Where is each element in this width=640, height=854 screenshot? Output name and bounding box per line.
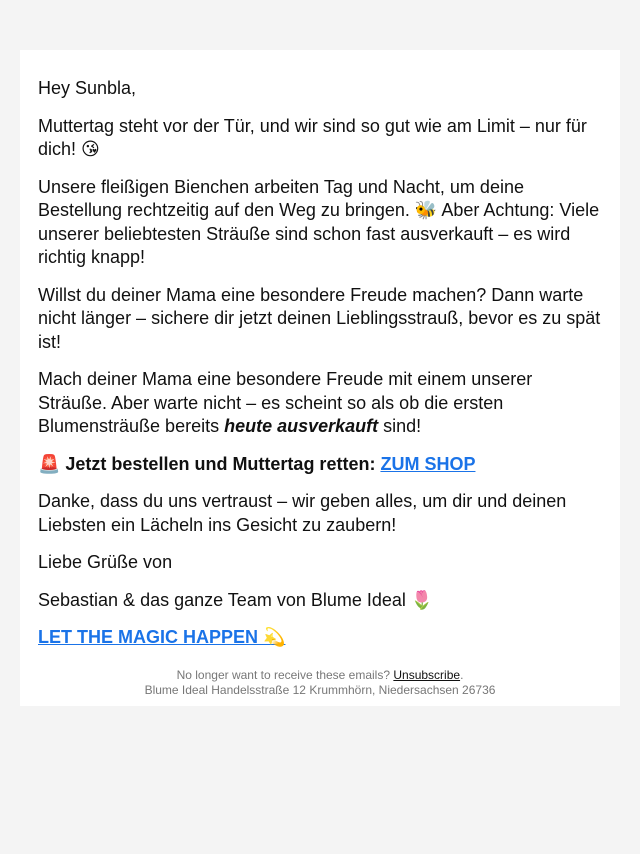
cta-line (38, 453, 602, 477)
paragraph-dont-wait: Willst du deiner Mama eine besondere Freude machen? Dann warte nicht länger – sichere dir jetzt deinen Lieblingsstrauß, bevor es zu spät ist! (38, 284, 601, 352)
sold-out-text-pre: Mach deiner Mama eine besondere Freude mit einem unserer Sträuße. Aber warte nicht – es scheint so als ob die ersten Blumensträuße bereits (38, 369, 533, 436)
email-footer (38, 668, 602, 698)
company-address: Blume Ideal Handelsstraße 12 Krummhörn, Niedersachsen 26736 (144, 682, 496, 697)
email-card (20, 50, 620, 706)
signature: Sebastian & das ganze Team von Blume Ideal 🌷 (38, 589, 434, 610)
unsubscribe-suffix: . (460, 667, 464, 682)
shop-link[interactable]: ZUM SHOP (380, 453, 476, 474)
unsubscribe-link[interactable]: Unsubscribe (393, 667, 461, 682)
paragraph-bees: Unsere fleißigen Bienchen arbeiten Tag und Nacht, um deine Bestellung rechtzeitig auf den Weg zu bringen. 🐝 Aber Achtung: Viele unserer beliebtesten Sträuße sind schon fast ausverkauft – es wird richtig knapp! (38, 176, 600, 267)
regards: Liebe Grüße von (38, 552, 173, 572)
sold-out-emphasis: heute ausverkauft (224, 416, 379, 436)
greeting: Hey Sunbla, (38, 78, 137, 98)
magic-link[interactable]: LET THE MAGIC HAPPEN 💫 (38, 627, 286, 647)
paragraph-sold-out (38, 368, 602, 439)
cta-text: 🚨 Jetzt bestellen und Muttertag retten: (38, 453, 381, 474)
unsubscribe-line (38, 668, 602, 683)
paragraph-limit: Muttertag steht vor der Tür, und wir sind so gut wie am Limit – nur für dich! 😘 (38, 115, 587, 159)
unsubscribe-prefix: No longer want to receive these emails? (176, 667, 394, 682)
paragraph-thanks: Danke, dass du uns vertraust – wir geben alles, um dir und deinen Liebsten ein Lächeln ins Gesicht zu zaubern! (38, 491, 567, 535)
sold-out-text-post: sind! (378, 416, 422, 436)
